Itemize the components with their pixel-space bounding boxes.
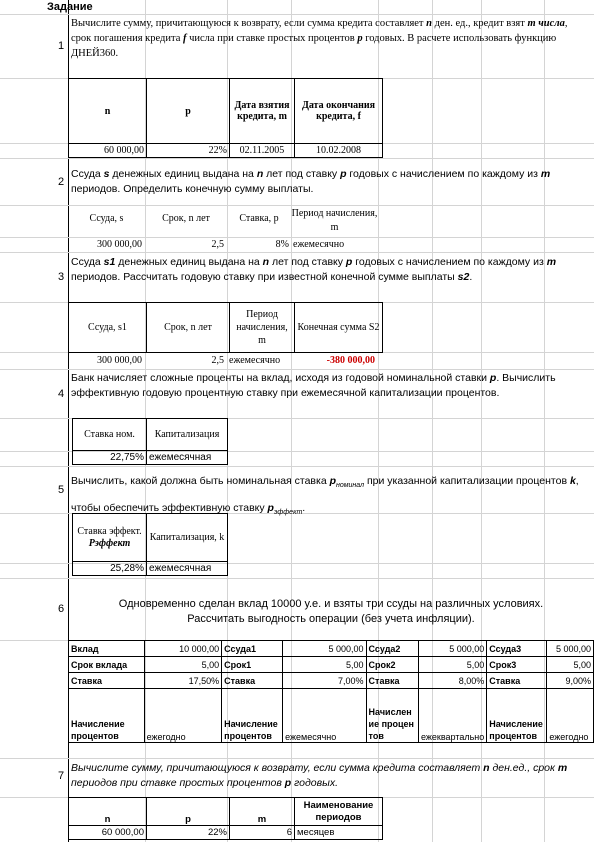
value-cell: ежегодно (144, 689, 222, 743)
table-row (69, 673, 594, 689)
label-cell: Начисление процентов (222, 689, 283, 743)
header-cell: m (230, 798, 295, 826)
value-cell: 17,50% (144, 673, 222, 689)
value-cell: 22% (147, 144, 230, 158)
task-number: 4 (57, 388, 65, 400)
value-cell: 5,00 (144, 657, 222, 673)
label-cell: Ставка (487, 673, 547, 689)
header-cell: n (69, 79, 147, 144)
value-cell: ежеквартально (418, 689, 486, 743)
value-cell: ежемесячная (147, 451, 228, 465)
task-1-text: Вычислите сумму, причитающуюся к возврату, если сумма кредита составляет n ден. ед., кредит взят m числа, срок погашения кредита f числа при ставке простых процентов p годовых. В расчете использовать функцию ДНЕЙ360. (71, 18, 568, 59)
value-cell: 5 000,00 (547, 641, 594, 657)
task-number: 1 (57, 40, 65, 52)
value-cell: -380 000,00 (326, 355, 375, 366)
value-cell: 8% (275, 239, 289, 250)
label-cell: Срок3 (487, 657, 547, 673)
value-cell: 60 000,00 (69, 826, 147, 840)
task-number: 6 (57, 603, 65, 615)
label-cell: Срок1 (222, 657, 283, 673)
value-cell: 25,28% (73, 562, 147, 576)
task-number: 5 (57, 484, 65, 496)
header-cell: Ставка эффект. Рэффект (73, 514, 147, 562)
value-cell: 10 000,00 (144, 641, 222, 657)
header-cell: Срок, n лет (147, 303, 230, 353)
task-4-table (72, 418, 228, 465)
value-cell: 5,00 (418, 657, 486, 673)
value-cell: 300 000,00 (97, 239, 142, 250)
header-cell: Наименование периодов (295, 798, 383, 826)
table-row (69, 641, 594, 657)
task-5-table (72, 513, 228, 576)
label-cell: Начисление процентов (366, 689, 418, 743)
value-cell: ежемесячно (283, 689, 366, 743)
value-cell: ежемесячно (229, 355, 281, 366)
header-cell: Капитализация, k (147, 514, 228, 562)
value-cell: 60 000,00 (69, 144, 147, 158)
value-cell: 2,5 (211, 239, 224, 250)
value-cell: месяцев (295, 826, 383, 840)
header-cell: p (147, 798, 230, 826)
task-6-table (68, 640, 594, 743)
label-cell: Начисление процентов (69, 689, 145, 743)
value-cell: 300 000,00 (97, 355, 142, 366)
task-number: 3 (57, 271, 65, 283)
header-cell: Дата взятия кредита, m (230, 79, 295, 144)
table-row (69, 657, 594, 673)
label-cell: Начисление процентов (487, 689, 547, 743)
value-cell: 5 000,00 (283, 641, 366, 657)
value-cell: 7,00% (283, 673, 366, 689)
header-cell: Период начисления, m (291, 208, 378, 233)
task-number: 2 (57, 176, 65, 188)
task-1-table (68, 78, 383, 158)
task-number: 7 (57, 770, 65, 782)
label-cell: Срок2 (366, 657, 418, 673)
label-cell: Ставка (366, 673, 418, 689)
task-5-text: Вычислить, какой должна быть номинальная ставка $p_{номинал}$ при указанной капитализации процентов k, чтобы обеспечить эффективную ставку $p_{эффект}$. (71, 475, 579, 517)
value-cell: 5,00 (283, 657, 366, 673)
value-cell: 8,00% (418, 673, 486, 689)
label-cell: Ссуда2 (366, 641, 418, 657)
value-cell: 10.02.2008 (295, 144, 383, 158)
header-cell: Капитализация (147, 419, 228, 451)
task-3-text: Ссуда s1 денежных единиц выдана на n лет под ставку p годовых с начислением по каждому из m периодов. Рассчитать годовую ставку при известной конечной сумме выплаты s2. (71, 256, 557, 283)
value-cell: 02.11.2005 (230, 144, 295, 158)
task-6-text: Одновременно сделан вклад 10000 у.е. и взяты три ссуды на различных условиях. Рассчитать выгодность операции (без учета инфляции). (118, 598, 544, 625)
value-cell: ежемесячная (147, 562, 228, 576)
value-cell: ежемесячно (293, 239, 345, 250)
task-4-text: Банк начисляет сложные проценты на вклад, исходя из годовой номинальной ставки p. Вычислить эффективную годовую процентную ставку при ежемесячной капитализации процентов. (71, 372, 556, 399)
header-cell: Ссуда, s (89, 213, 124, 224)
value-cell: 5,00 (547, 657, 594, 673)
value-cell: 9,00% (547, 673, 594, 689)
header-cell: Ссуда, s1 (69, 303, 147, 353)
header-cell: n (69, 798, 147, 826)
header-cell: p (147, 79, 230, 144)
value-cell: 2,5 (211, 355, 224, 366)
value-cell: 6 (230, 826, 295, 840)
header-cell: Ставка ном. (73, 419, 147, 451)
label-cell: Ставка (69, 673, 145, 689)
label-cell: Ссуда3 (487, 641, 547, 657)
task-3-table (68, 302, 383, 353)
header-cell: Дата окончания кредита, f (295, 79, 383, 144)
header-cell: Период начисления, m (230, 303, 295, 353)
table-row (69, 689, 594, 743)
value-cell: 22% (147, 826, 230, 840)
page-title: Задание (47, 1, 93, 13)
header-cell: Срок, n лет (162, 213, 210, 224)
label-cell: Срок вклада (69, 657, 145, 673)
task-2-text: Ссуда s денежных единиц выдана на n лет под ставку p годовых с начислением по каждому из m периодов. Определить конечную сумму выплаты. (71, 168, 551, 195)
value-cell: 22,75% (73, 451, 147, 465)
label-cell: Ссуда1 (222, 641, 283, 657)
label-cell: Вклад (69, 641, 145, 657)
task-7-text: Вычислите сумму, причитающуюся к возврату, если сумма кредита составляет n ден.ед., срок m периодов при ставке простых процентов p годовых. (71, 762, 568, 789)
value-cell: ежегодно (547, 689, 594, 743)
value-cell: 5 000,00 (418, 641, 486, 657)
label-cell: Ставка (222, 673, 283, 689)
task-7-table (68, 797, 383, 840)
header-cell: Ставка, p (239, 213, 279, 224)
header-cell: Конечная сумма S2 (295, 303, 383, 353)
